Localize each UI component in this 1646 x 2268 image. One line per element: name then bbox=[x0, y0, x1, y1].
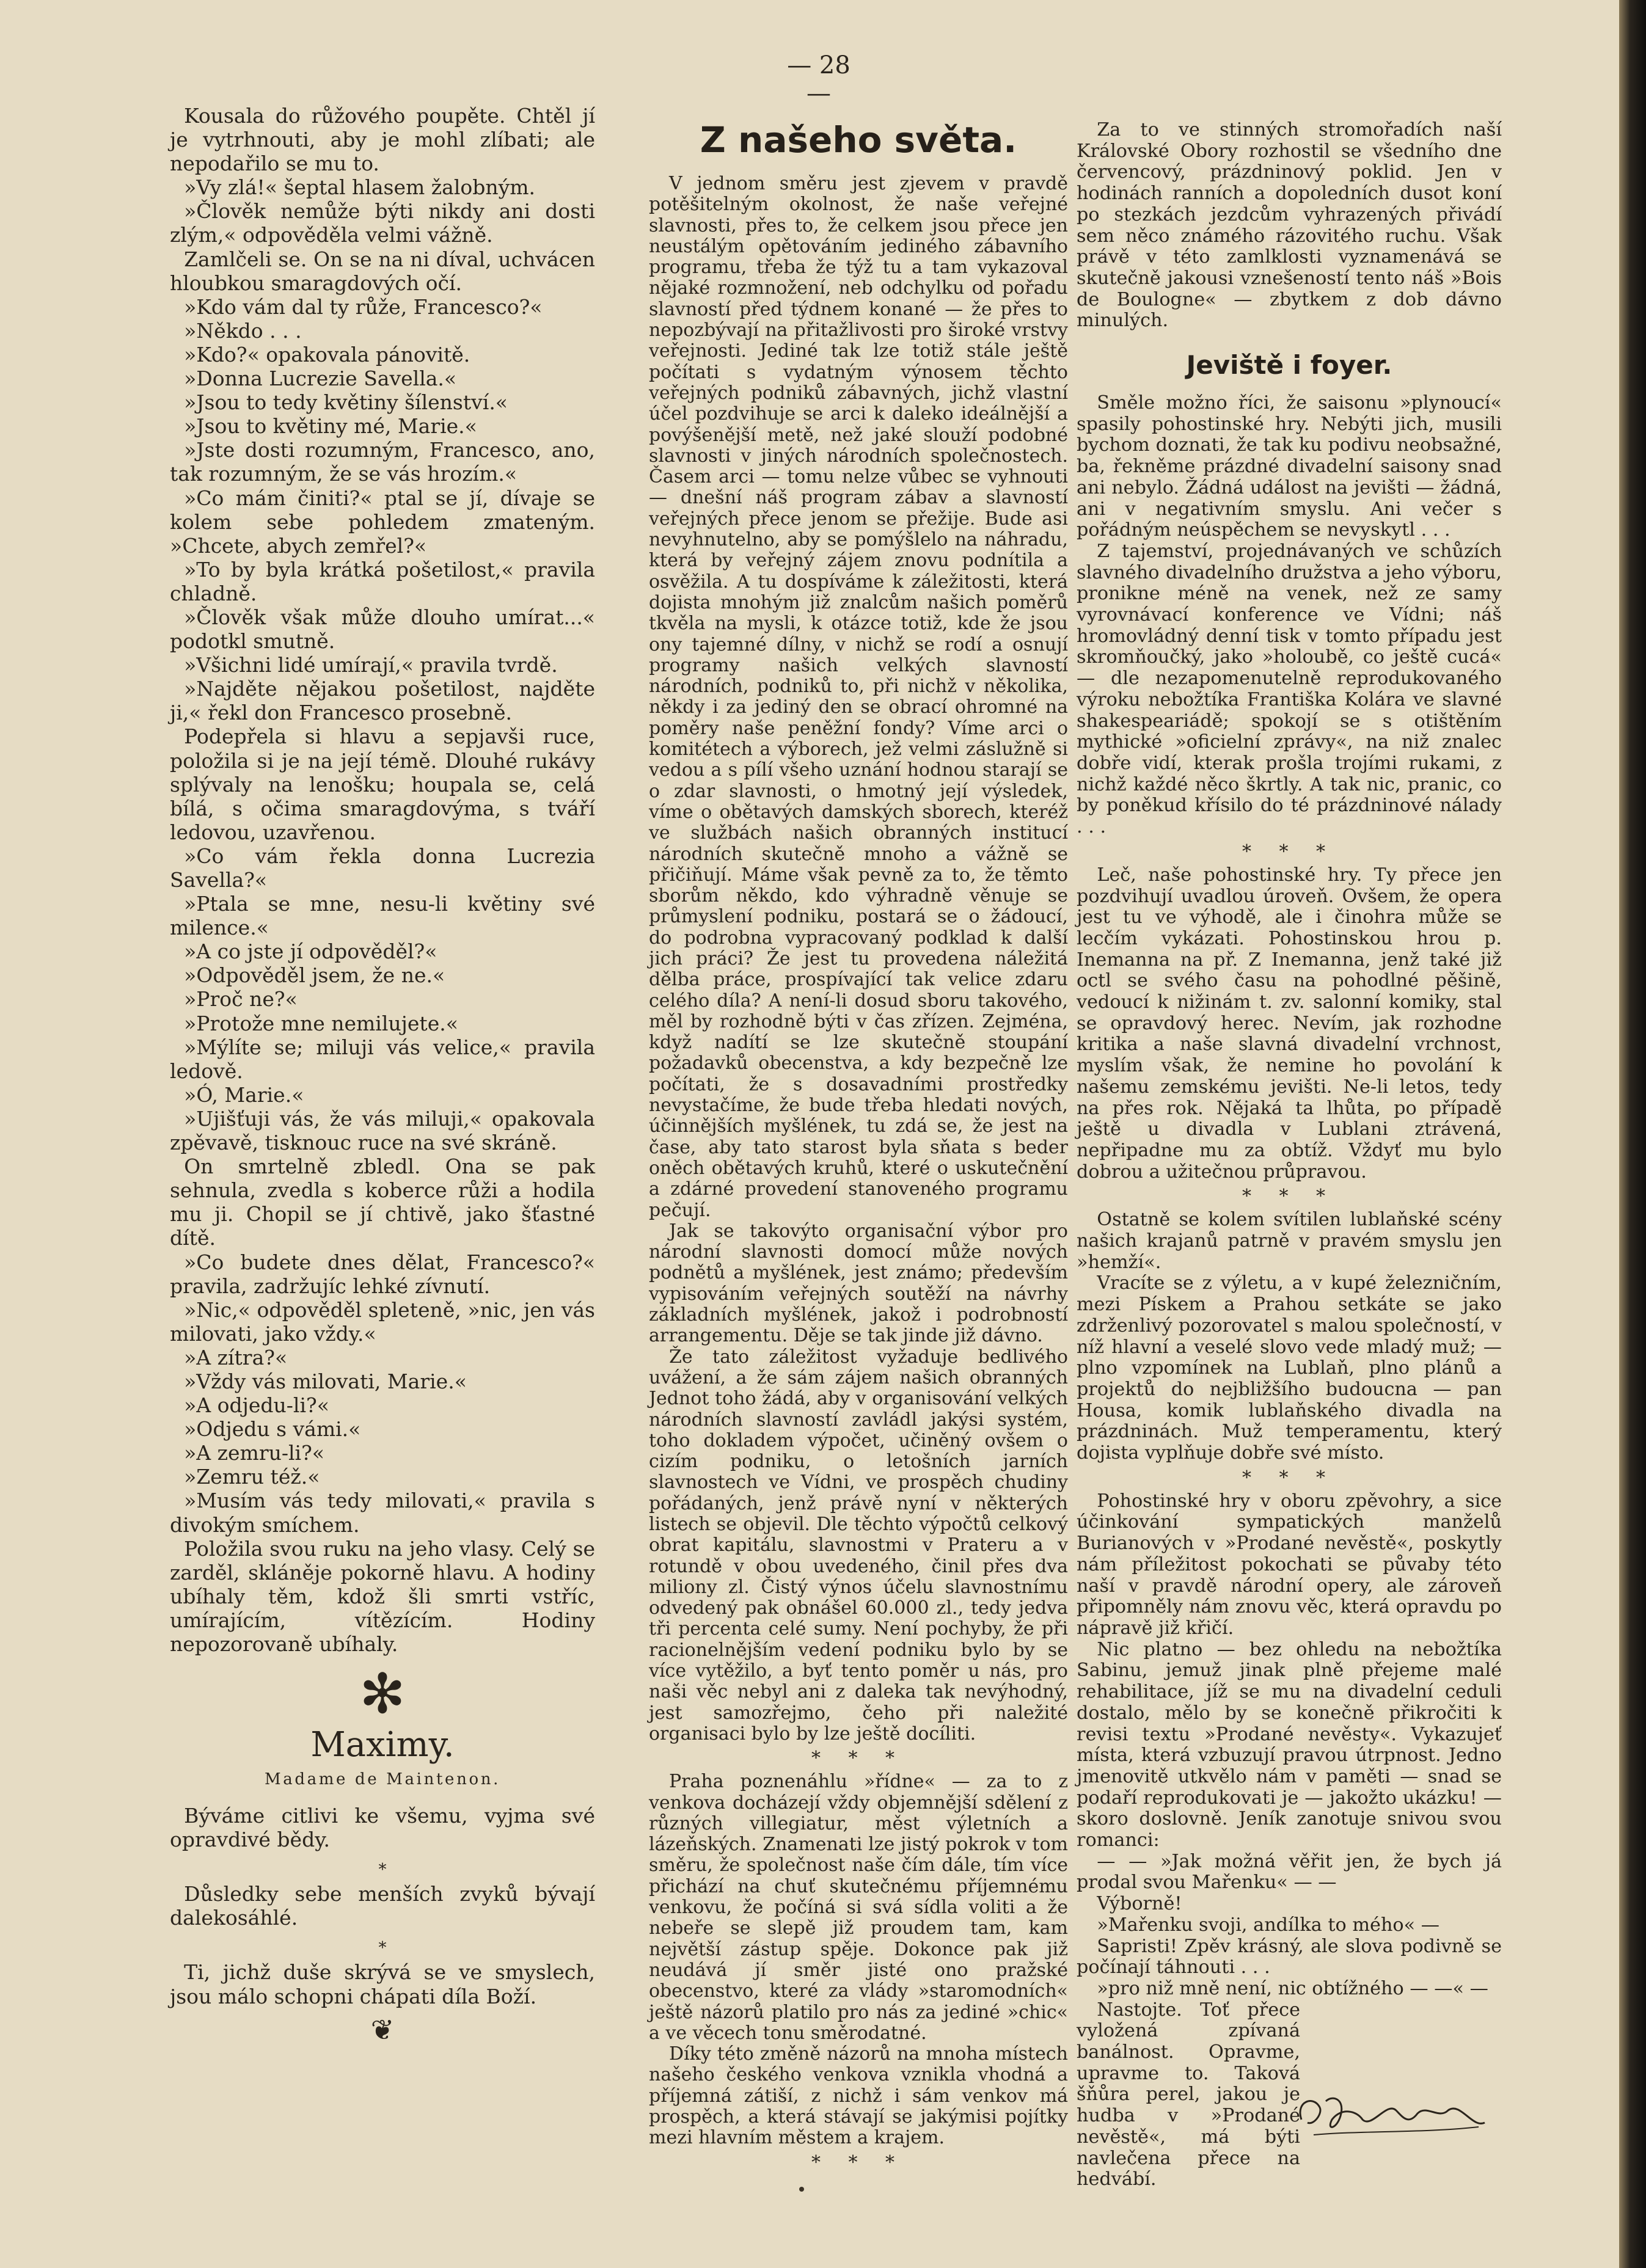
story-paragraph: »A co jste jí odpověděl?« bbox=[184, 939, 437, 964]
section-divider-stars: * * * bbox=[811, 1748, 906, 1770]
story-paragraph: »Odpověděl jsem, že ne.« bbox=[184, 963, 445, 988]
story-paragraph: »Mýlíte se; miluji vás velice,« pravila ledově. bbox=[170, 1035, 595, 1083]
story-paragraph: »Musím vás tedy milovati,« pravila s divokým smíchem. bbox=[170, 1489, 595, 1537]
story-paragraph: »Najděte nějakou pošetilost, najděte ji,« řekl don Francesco prosebně. bbox=[170, 677, 595, 725]
story-paragraph: »Proč ne?« bbox=[184, 987, 298, 1012]
story-paragraph: »A odjedu-li?« bbox=[184, 1393, 329, 1418]
story-paragraph: »Zemru též.« bbox=[184, 1465, 320, 1489]
article-paragraph: Nic platno — bez ohledu na nebožtíka Sabinu, jemuž jinak plně přejeme malé rehabilitace, jíž se mu na divadelní ceduli dostalo, mělo by se konečně přikročiti k revisi textu »Prodané nevěsty«. Vykazujeť místa, která vzbuzují pravou útrpnost. Jedno jmenovitě utkvělo nám v paměti — snad se podaří reprodukovati je — jakožto ukázku! — skoro doslovně. Jeník zanotuje snivou svou romanci: bbox=[1077, 1638, 1502, 1851]
story-paragraph: »Protože mne nemilujete.« bbox=[184, 1011, 458, 1035]
song-quote: — — »Jak možná věřit jen, že bych já prodal svou Mařenku« — — bbox=[1077, 1850, 1502, 1894]
story-paragraph: »Nic,« odpověděl spleteně, »nic, jen vás milovati, jako vždy.« bbox=[170, 1297, 595, 1346]
article-paragraph: V jednom směru jest zjevem v pravdě potěšitelným okolnost, že naše veřejné slavnosti, přes to, že celkem jsou přece jen neustálým opětováním jediného zábavního programu, třeba že týž tu a tam vykazoval nějaké rozmnožení, neb odchylku od pořadu slavností před týdnem konané — že přes to nepozbývají na přitažlivosti pro široké vrstvy veřejnosti. Jediné tak lze totiž stále ještě počítati s vydatným výnosem těchto veřejných podniků zábavných, jichž vlastní účel pozdvihuje se arci k daleko ideálnější a povýšenější metě, než jaké slouží podobné slavnosti v jiných národních společnostech. Časem arci — tomu nelze vůbec se vyhnouti — dnešní náš program zábav a slavností veřejných přece jenom se přežije. Bude asi nevyhnutelno, aby se pomýšlelo na náhradu, která by veřejný zájem znovu podnítila a osvěžila. A tu dospíváme k záležitosti, která dojista mnohým již znalcům našich poměrů tkvěla na mysli, k otázce totiž, kde že jsou ony tajemné dílny, v nichž se rodí a osnují programy našich velkých slavností národních, podniků to, při nichž v několika, někdy i za jediný den se obrací ohromné na poměry naše peněžní fondy? Víme arci o komitétech a výborech, jež velmi záslužně si vedou a s pílí všeho uznání hodnou starají se o zdar slavnosti, o hmotný její výsledek, víme o obětavých damských sborech, kteréž ve službách našich obranných institucí národních skutečně mnoho a vážně se přičiňují. Máme však pevně za to, že těmto sborům někdo, kdo výhradně věnuje se průmyslení podniku, postará se o žádoucí, do podrobna vypracovaný podklad k další jich práci? Že jest tu provedena náležitá dělba práce, prospívající tak velice zdaru celého díla? A není-li dosud sboru takového, měl by rozhodně býti v čas zřízen. Zejména, když nadítí se lze skutečně stoupání požadavků obecenstva, a kdy bezpečně lze počítati, že s dosavadními prostředky nevystačíme, že bude třeba hledati nových, účinnějších myšlének, tu zdá se, že jest na čase, aby tato starost byla sňata s beder oněch obětavých kruhů, které o uskutečnění a zdárné provedení stanoveného programu pečují. bbox=[649, 173, 1068, 1221]
story-paragraph: »Co budete dnes dělat, Francesco?« pravila, zadržujíc lehké zívnutí. bbox=[170, 1250, 595, 1298]
story-paragraph: »Odjedu s vámi.« bbox=[184, 1417, 361, 1442]
story-paragraph: »Všichni lidé umírají,« pravila tvrdě. bbox=[184, 653, 558, 677]
story-paragraph: »Člověk však může dlouho umírat...« podotkl smutně. bbox=[170, 605, 595, 654]
story-paragraph: »Člověk nemůže býti nikdy ani dosti zlým,« odpověděla velmi vážně. bbox=[170, 199, 595, 247]
story-paragraph: »Jsou to tedy květiny šílenství.« bbox=[184, 390, 508, 415]
story-paragraph: »A zítra?« bbox=[184, 1345, 288, 1369]
article-paragraph: Výborně! bbox=[1097, 1893, 1182, 1915]
story-paragraph: »Ptala se mne, nesu-li květiny své milence.« bbox=[170, 892, 595, 940]
article-paragraph: Sapristi! Zpěv krásný, ale slova podivně se počínají táhnouti . . . bbox=[1077, 1935, 1502, 1978]
column-jeviste-i-foyer bbox=[1077, 120, 1502, 2190]
article-paragraph: Díky této změně názorů na mnoha místech našeho českého venkova vznikla vhodná a příjemná zátiší, z nichž i sám venkov má prospěch, a která stávají se jakýmisi pojítky mezi hlavním městem a krajem. bbox=[649, 2043, 1068, 2149]
article-paragraph: Pohostinské hry v oboru zpěvohry, a sice účinkování sympatických manželů Burianových v »Prodané nevěstě«, poskytly nám příležitost pokochati se půvaby této naší v pravdě národní opery, ale zároveň připomněly nám znovu věc, která opravdu po nápravě již křičí. bbox=[1077, 1490, 1502, 1639]
section-title: Jeviště i foyer. bbox=[1186, 350, 1392, 381]
article-paragraph: Ostatně se kolem svítilen lublaňské scény našich krajanů patrně v pravém smyslu jen »hemží«. bbox=[1077, 1209, 1502, 1273]
story-paragraph: »Vždy vás milovati, Marie.« bbox=[184, 1369, 467, 1393]
story-paragraph: »To by byla krátká pošetilost,« pravila chladně. bbox=[170, 557, 595, 605]
section-divider-stars: * * * bbox=[811, 2151, 906, 2173]
article-paragraph: Vracíte se z výletu, a v kupé železničním, mezi Pískem a Prahou setkáte se jako zdrženlivý pozorovatel s malou společností, v níž hlavní a veselé slovo vede mladý muž; — plno vzpomínek na Lublaň, plno plánů a projektů do nejbližšího budoucna — pan Housa, komik lublaňského divadla na prázdninách. Muž temperamentu, který dojista vyplňuje dobře své místo. bbox=[1077, 1272, 1502, 1464]
end-ornament-icon: ❦ bbox=[370, 2013, 395, 2046]
song-quote: »Mařenku svoji, andílka to mého« — bbox=[1097, 1914, 1440, 1936]
story-paragraph: »Ujišťuji vás, že vás miluji,« opakovala zpěvavě, tisknouc ruce na své skráně. bbox=[170, 1106, 595, 1155]
article-paragraph: Za to ve stinných stromořadích naší Královské Obory rozhostil se všedního dne červencový, prázdninový poklid. Jen v hodinách ranních a dopoledních dusot koní po stezkách jezdcům vyhrazených přivádí sem něco známého rázovitého ruchu. Však právě v této zamlklosti vyznamenává se skutečně jakousi vznešeností tento náš »Bois de Boulogne« — zbytkem z dob dávno minulých. bbox=[1077, 119, 1502, 332]
story-text bbox=[170, 104, 595, 1656]
maxim-separator: * bbox=[378, 1861, 387, 1880]
column-z-naseho-sveta bbox=[649, 119, 1068, 2176]
story-paragraph: »Ó, Marie.« bbox=[184, 1082, 304, 1107]
article-paragraph: Jak se takovýto organisační výbor pro národní slavnosti domocí může nových podnětů a myšlének, jest známo; především vypisováním veřejných soutěží na návrhy základních myšlének, jakož i podrobností arrangementu. Děje se tak jinde již dávno. bbox=[649, 1220, 1068, 1347]
story-paragraph: »Jste dosti rozumným, Francesco, ano, tak rozumným, že se vás hrozím.« bbox=[170, 438, 595, 486]
scan-border bbox=[1619, 0, 1646, 2268]
story-paragraph: »Kdo vám dal ty růže, Francesco?« bbox=[184, 294, 543, 319]
page-number: — 28 — bbox=[787, 51, 850, 108]
article-paragraph: Z tajemství, projednávaných ve schůzích slavného divadelního družstva a jeho výboru, pronikne méně na venek, než ze samy vyrovnávací konference ve Vídni; náš hromovládný denní tisk v tomto případu jest skromňoučký, jako »holoubě, co ještě cucá« — dle nezapomenutelně reprodukovaného výroku nebožtíka Františka Kolára ve slavné shakespeariádě; spokojí se s otištěním mythické »oficielní zprávy«, na niž znalec dobře vidí, kterak prošla trojími rukami, z nichž každé něco škrtly. A tak nic, pranic, co by poněkud křísilo do té prázdninové nálady . . . bbox=[1077, 540, 1502, 838]
maxim-1: Býváme citlivi ke všemu, vyjma své opravdivé bědy. bbox=[170, 1804, 595, 1852]
story-paragraph: Položila svou ruku na jeho vlasy. Celý se zarděl, skláněje pokorně hlavu. A hodiny ubíhaly těm, kdož šli smrti vstříc, umírajícím, vítězícím. Hodiny nepozorovaně ubíhaly. bbox=[170, 1536, 595, 1656]
story-paragraph: »Jsou to květiny mé, Marie.« bbox=[184, 414, 477, 439]
section-title: Z našeho světa. bbox=[700, 119, 1017, 161]
maxim-2: Důsledky sebe menších zvyků bývají dalekosáhlé. bbox=[170, 1882, 595, 1930]
author-signature bbox=[1289, 2077, 1491, 2150]
section-divider-stars: * * * bbox=[1242, 1467, 1337, 1489]
story-paragraph: »A zemru-li?« bbox=[184, 1441, 324, 1465]
story-paragraph: Zamlčeli se. On se na ni díval, uchvácen hloubkou smaragdových očí. bbox=[170, 247, 595, 295]
article-paragraph: Leč, naše pohostinské hry. Ty přece jen pozdvihují uvadlou úroveň. Ovšem, že opera jest tu ve výhodě, ale i činohra může se lecčím vykázati. Pohostinskou hrou p. Inemanna na př. Z Inemanna, jenž také již octl se svého času na pohodlné pěšině, vedoucí k nižinám t. zv. salonní komiky, stal se opravdový herec. Nevím, jak rozhodne kritika a naše slavná divadelní vrchnost, myslím však, že nemine ho povolání k našemu zemskému jevišti. Ne-li letos, tedy na přes rok. Nějaká ta lhůta, po případě ještě u divadla v Lublani ztrávená, nepřipadne mu za obtíž. Vždyť mu bylo dobrou a užitečnou průpravou. bbox=[1077, 864, 1502, 1183]
story-paragraph: »Vy zlá!« šeptal hlasem žalobným. bbox=[184, 175, 536, 200]
article-paragraph: Praha poznenáhlu »řídne« — za to z venkova docházejí vždy objemnější sdělení z různých villegiatur, měst výletních a lázeňských. Znamenati lze jistý pokrok v tom směru, že společnost naše čím dále, tím více přichází na chuť skutečnému příjemnému venkovu, že počíná si svá sídla voliti a že nebeře se slepě již proudem tam, kam největší zástup spěje. Dokonce pak již neudává jí směr jisté ono pražské obecenstvo, které za vlády »staromodních« ještě názorů platilo pro nás za jediné »chic« a ve věcech tonu směrodatné. bbox=[649, 1771, 1068, 2044]
maxim-3: Ti, jichž duše skrývá se ve smyslech, jsou málo schopni chápati díla Boží. bbox=[170, 1960, 595, 2008]
article-paragraph: Směle možno říci, že saisonu »plynoucí« spasily pohostinské hry. Nebýti jich, musili bychom doznati, že tak ku podivu neobsažné, ba, řekněme prázdné divadelní saisony snad ani nebylo. Žádná událost na jevišti — žádná, ani v negativním smyslu. Ani večer s pořádným neúspěchem se nevyskytl . . . bbox=[1077, 392, 1502, 541]
story-paragraph: On smrtelně zbledl. Ona se pak sehnula, zvedla s koberce růži a hodila mu ji. Chopil se jí chtivě, jako šťastné dítě. bbox=[170, 1154, 595, 1250]
asterism-ornament: ✻ bbox=[359, 1662, 406, 1727]
song-quote: »pro niž mně není, nic obtížného — —« — bbox=[1097, 1977, 1488, 1999]
maxim-separator: * bbox=[378, 1939, 387, 1958]
story-paragraph: »Kdo?« opakovala pánovitě. bbox=[184, 342, 470, 366]
article-paragraph: Že tato záležitost vyžaduje bedlivého uvážení, a že sám zájem našich obranných Jednot toho žádá, aby v organisování velkých národních slavností zavládl jakýsi systém, toho dokladem výpočet, učiněný ovšem o cizím podniku, o letošních jarních slavnostech ve Vídni, ve prospěch chudiny pořádaných, jenž právě nyní v některých listech se objevil. Dle těchto výpočtů celkový obrat kapitálu, slavnostmi v Prateru a v rotundě v obou uvedeného, činil přes dva miliony zl. Čistý výnos účelu slavnostnímu odvedený pak obnášel 60.000 zl., tedy jedva tři percenta celé sumy. Není pochyby, že při racionelnějším vedení podniku bylo by se více vytěžilo, a byť tento poměr u nás, pro naši věc nebyl ani z daleka tak nevýhodný, jest samozřejmo, čeho při naležité organisaci bylo by lze ještě docíliti. bbox=[649, 1346, 1068, 1745]
article-paragraph: Nastojte. Toť přece vyložená zpívaná banálnost. Opravme, upravme to. Taková šňůra perel, jakou je hudba v »Prodané nevěstě«, má býti navlečena přece na hedvábí. bbox=[1077, 1999, 1300, 2190]
story-paragraph: »Někdo . . . bbox=[184, 318, 302, 343]
section-divider-stars: * * * bbox=[1242, 840, 1337, 862]
story-paragraph: »Donna Lucrezie Savella.« bbox=[184, 366, 457, 391]
story-paragraph: Kousala do růžového poupěte. Chtěl jí je vytrhnouti, aby je mohl zlíbati; ale nepodařilo se mu to. bbox=[170, 104, 595, 176]
story-paragraph: »Co vám řekla donna Lucrezia Savella?« bbox=[170, 844, 595, 892]
ink-dot bbox=[799, 2187, 804, 2192]
story-paragraph: »Co mám činiti?« ptal se jí, dívaje se kolem sebe pohledem zmateným. »Chcete, abych zemřel?« bbox=[170, 486, 595, 558]
maxims-author: Madame de Maintenon. bbox=[264, 1770, 501, 1789]
column-story bbox=[170, 104, 595, 2046]
story-paragraph: Podepřela si hlavu a sepjavši ruce, položila si je na její témě. Dlouhé rukávy splývaly na lenošku; houpala se, celá bílá, s očima smaragdovýma, s tváří ledovou, uzavřenou. bbox=[170, 724, 595, 844]
section-divider-stars: * * * bbox=[1242, 1186, 1337, 1208]
maxims-title: Maximy. bbox=[310, 1725, 455, 1765]
